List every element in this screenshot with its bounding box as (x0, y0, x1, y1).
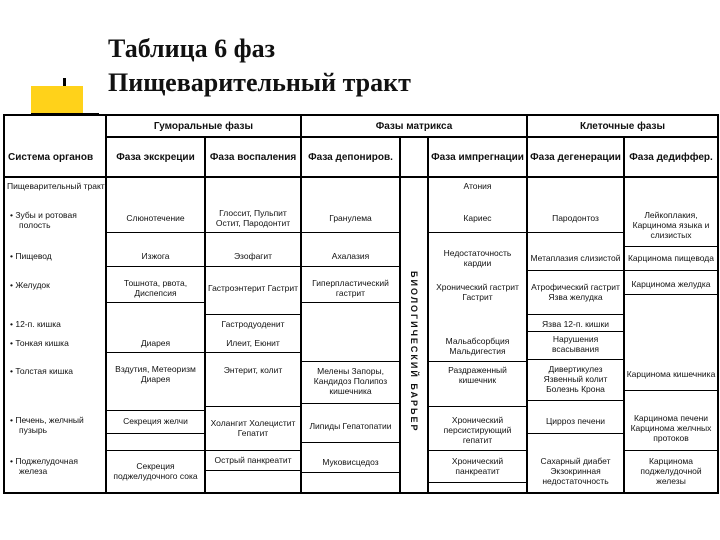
cell: Язва 12-п. кишки (542, 319, 609, 329)
cell: Сахарный диабет Экзокринная недостаточность (540, 456, 611, 486)
cell: Слюнотечение (126, 213, 185, 223)
cell: Карцинома печени Карцинома желчных протоков (630, 413, 712, 443)
organ-duodenum: • 12-п. кишка (10, 319, 61, 329)
cell: Цирроз печени (545, 416, 606, 426)
cell: Изжога (141, 251, 170, 261)
cell: Хронический персистирующий гепатит (443, 415, 512, 445)
col-header-excretion: Фаза экскреции (116, 151, 195, 163)
cell: Гастроэнтерит Гастрит (207, 283, 299, 293)
organ-small-intestine: • Тонкая кишка (10, 338, 69, 348)
col-header-deposition: Фаза депониров. (308, 151, 393, 163)
cell: Гастродуоденит (221, 319, 285, 329)
cell: Холангит Холецистит Гепатит (210, 418, 296, 438)
cell: Мелены Запоры, Кандидоз Полипоз кишечника (313, 366, 388, 396)
organ-liver: • Печень, желчный пузырь (10, 415, 84, 435)
cell: Мальабсорбция Мальдигестия (445, 336, 510, 356)
group-header-matrix: Фазы матрикса (375, 120, 453, 132)
cell: Пародонтоз (552, 213, 599, 223)
slide-title (108, 32, 411, 100)
cell: Гиперпластический гастрит (312, 278, 389, 298)
cell: Карцинома пищевода (627, 253, 714, 263)
cell: Дивертикулез Язвенный колит Болезнь Крона (543, 364, 608, 394)
cell: Лейкоплакия, Карцинома языка и слизистых (632, 210, 710, 240)
cell: Липиды Гепатопатии (309, 421, 392, 431)
cell: Диарея (140, 338, 171, 348)
cell: Раздраженный кишечник (448, 365, 507, 385)
cell: Секреция желчи (123, 416, 188, 426)
organ-teeth: • Зубы и ротовая полость (10, 210, 77, 230)
cell: Кариес (463, 213, 492, 223)
cell: Атрофический гастрит Язва желудка (531, 282, 620, 302)
cell: Эзофагит (233, 251, 273, 261)
col-header-degeneration: Фаза дегенерации (530, 151, 621, 163)
col-header-dedifferentiation: Фаза дедиффер. (629, 151, 713, 163)
cell: Карцинома поджелудочной железы (640, 456, 702, 486)
system-header: Система органов (8, 151, 94, 163)
phases-table (3, 114, 719, 494)
cell: Секреция поджелудочного сока (113, 461, 198, 481)
cell: Илеит, Еюнит (226, 338, 280, 348)
cell: Энтерит, колит (223, 365, 283, 375)
biological-barrier (401, 212, 427, 492)
organ-large-intestine: • Толстая кишка (10, 366, 74, 376)
cell: Недостаточность кардии (443, 248, 512, 268)
group-header-humoral: Гуморальные фазы (153, 120, 254, 132)
cell: Гранулема (329, 213, 372, 223)
cell: Муковисцедоз (322, 457, 379, 467)
organ-stomach: • Желудок (10, 280, 50, 290)
organ-esophagus: • Пищевод (10, 251, 52, 261)
cell: Нарушения всасывания (552, 334, 599, 354)
cell: Вздутия, Метеоризм Диарея (115, 364, 196, 384)
biological-barrier-label: БИОЛОГИЧЕСКИЙ БАРЬЕР (409, 271, 419, 433)
cell: Карцинома кишечника (626, 369, 716, 379)
organ-pancreas: • Поджелудочная железа (10, 456, 78, 476)
cell: Хронический гастрит Гастрит (436, 282, 519, 302)
cell: Острый панкреатит (214, 455, 292, 465)
group-header-cellular: Клеточные фазы (579, 120, 666, 132)
cell: Глоссит, Пульпит Остит, Пародонтит (215, 208, 291, 228)
cell-atony: Атония (463, 181, 492, 191)
cell: Ахалазия (331, 251, 370, 261)
organ-group-title: Пищеварительный тракт (7, 181, 105, 191)
cell: Метаплазия слизистой (530, 253, 621, 263)
cell: Хронический панкреатит (451, 456, 504, 476)
col-header-impregnation: Фаза импрегнации (431, 151, 524, 163)
col-header-inflammation: Фаза воспаления (209, 151, 297, 163)
cell: Карцинома желудка (631, 279, 711, 289)
title-line-2: Пищеварительный тракт (108, 68, 411, 97)
title-line-1: Таблица 6 фаз (108, 34, 276, 63)
cell: Тошнота, рвота, Диспепсия (123, 278, 188, 298)
